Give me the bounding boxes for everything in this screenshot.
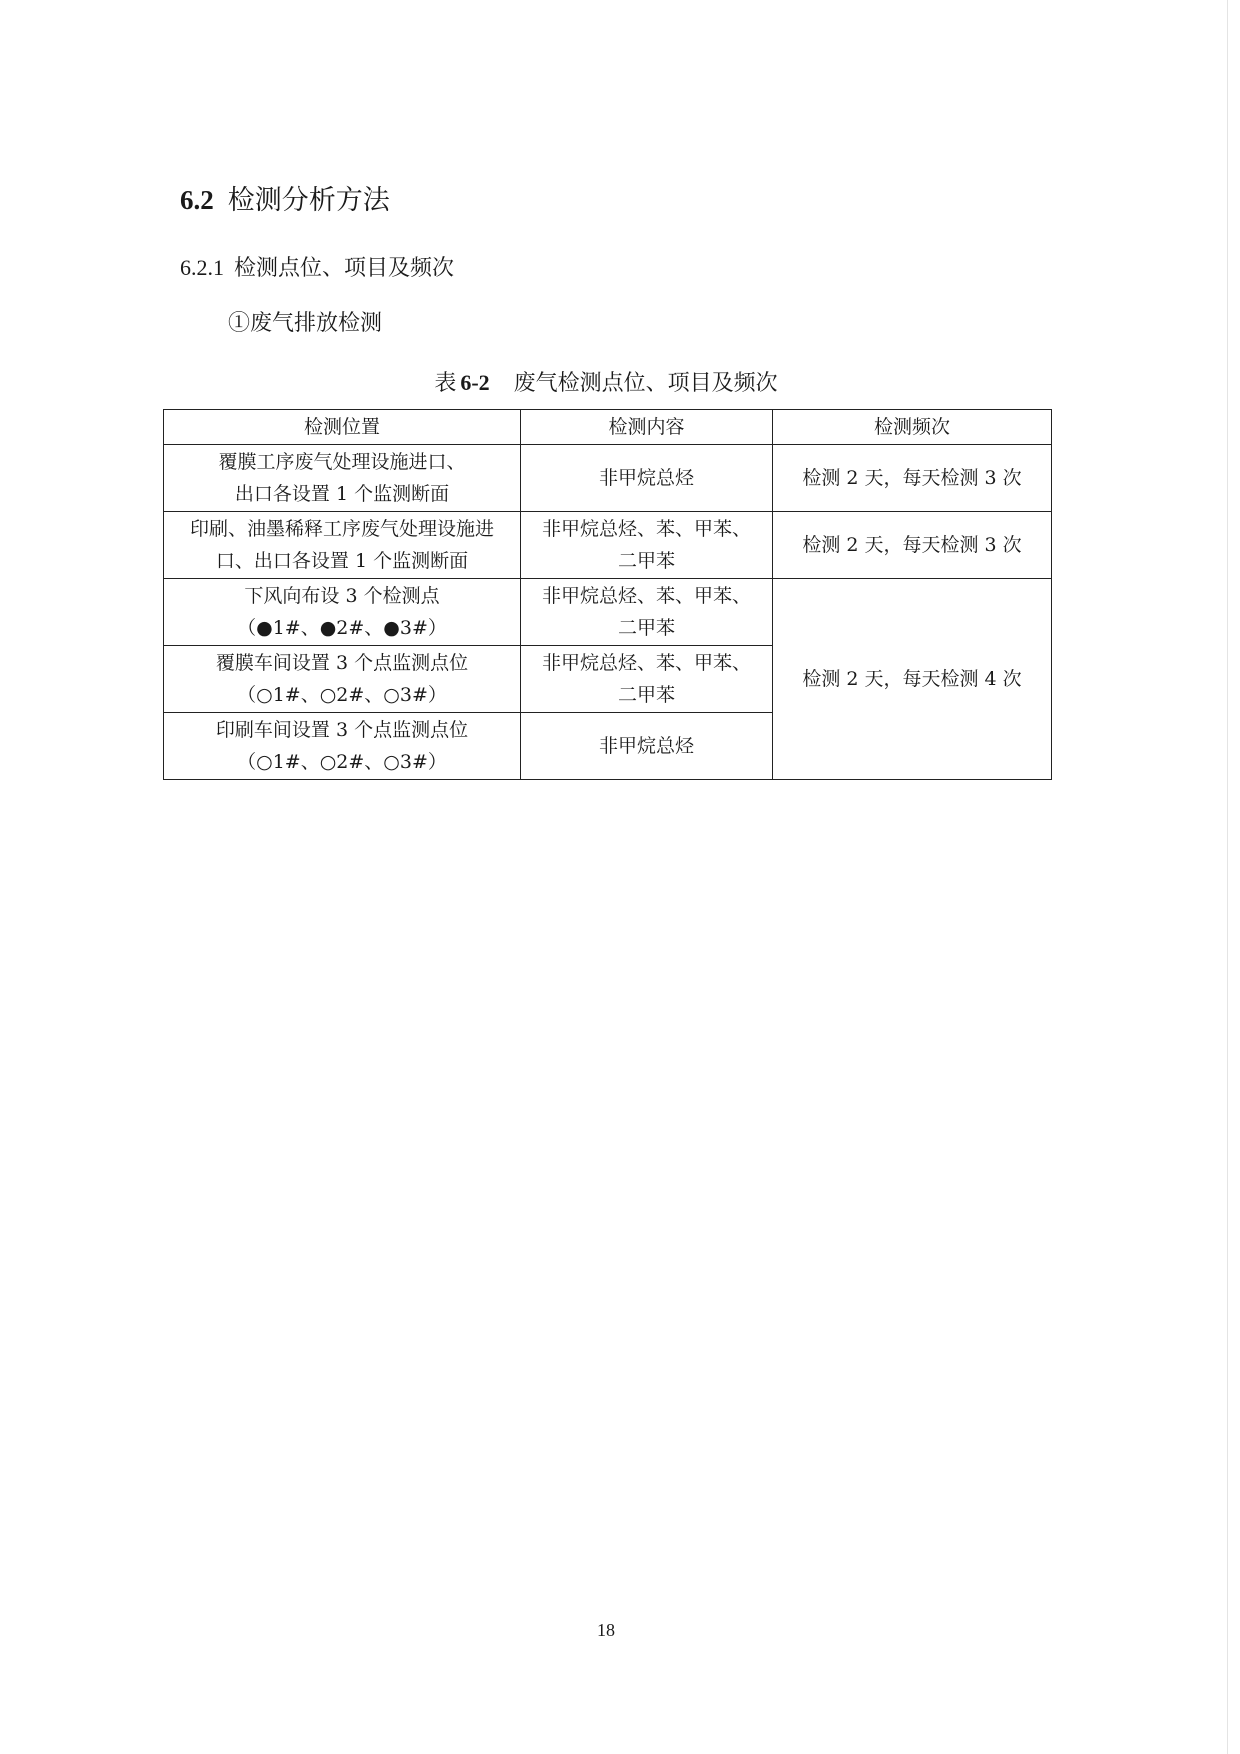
table-caption: [0, 366, 1212, 401]
table-caption-title: 废气检测点位、项目及频次: [513, 371, 778, 396]
location-line: 出口各设置 1 个监测断面: [234, 483, 450, 505]
content-cell: [521, 445, 773, 512]
content-line: 非甲烷总烃: [598, 467, 694, 489]
subsection-title: 检测点位、项目及频次: [234, 256, 455, 281]
content-line: 非甲烷总烃、苯、甲苯、: [541, 585, 751, 607]
location-line: （○1#、○2#、○3#）: [237, 751, 447, 773]
location-line: （●1#、●2#、●3#）: [237, 617, 447, 639]
location-line: （○1#、○2#、○3#）: [237, 684, 447, 706]
monitoring-table: [163, 409, 1052, 780]
location-cell: [164, 445, 521, 512]
subsection-number: 6.2.1: [180, 255, 224, 280]
location-line: 印刷、油墨稀释工序废气处理设施进: [189, 518, 494, 540]
content-line: 非甲烷总烃、苯、甲苯、: [541, 652, 751, 674]
header-frequency: 检测频次: [773, 410, 1052, 445]
subsection-heading: [180, 251, 454, 286]
content-line: 非甲烷总烃: [598, 735, 694, 757]
location-line: 覆膜工序废气处理设施进口、: [218, 451, 466, 473]
location-cell: [164, 579, 521, 646]
location-line: 下风向布设 3 个检测点: [244, 585, 440, 607]
page-number: 18: [597, 1620, 615, 1640]
page-edge-shadow: [1227, 0, 1228, 1754]
content-line: 二甲苯: [617, 617, 675, 639]
location-cell: [164, 512, 521, 579]
content-line: 非甲烷总烃、苯、甲苯、: [541, 518, 751, 540]
header-location: 检测位置: [164, 410, 521, 445]
section-number: 6.2: [180, 185, 214, 215]
content-cell: [521, 713, 773, 780]
frequency-cell: 检测 2 天，每天检测 3 次: [773, 512, 1052, 579]
location-line: 口、出口各设置 1 个监测断面: [215, 550, 469, 572]
table-header-row: [164, 410, 1052, 445]
content-cell: [521, 646, 773, 713]
location-line: 覆膜车间设置 3 个点监测点位: [215, 652, 469, 674]
frequency-cell-merged: 检测 2 天，每天检测 4 次: [773, 579, 1052, 780]
table-row: [164, 445, 1052, 512]
content-line: 二甲苯: [617, 684, 675, 706]
frequency-cell: 检测 2 天，每天检测 3 次: [773, 445, 1052, 512]
section-heading: [180, 180, 390, 221]
content-cell: [521, 579, 773, 646]
location-line: 印刷车间设置 3 个点监测点位: [215, 719, 469, 741]
content-cell: [521, 512, 773, 579]
table-caption-prefix: 表: [434, 371, 457, 396]
table-row: [164, 512, 1052, 579]
section-title: 检测分析方法: [227, 185, 390, 216]
header-content: 检测内容: [521, 410, 773, 445]
table-caption-number: 6-2: [460, 370, 490, 395]
location-cell: [164, 646, 521, 713]
item-heading: ①废气排放检测: [228, 311, 383, 336]
content-line: 二甲苯: [617, 550, 675, 572]
location-cell: [164, 713, 521, 780]
table-row: [164, 579, 1052, 646]
